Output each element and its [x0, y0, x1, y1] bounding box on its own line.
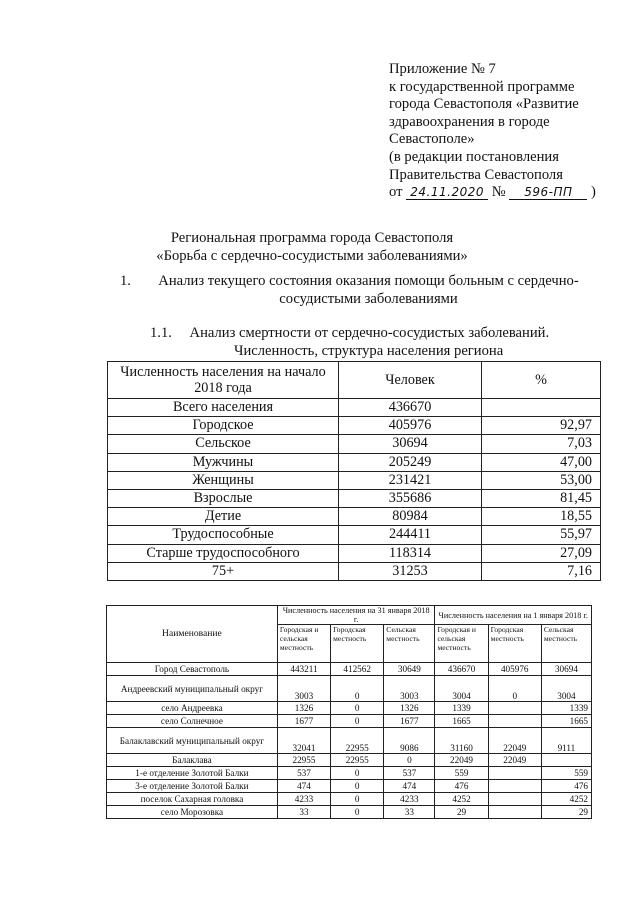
cell: 22955	[277, 754, 330, 767]
subheader-rural: Сельская местность	[384, 625, 435, 663]
row-count: 244411	[339, 526, 482, 544]
row-count: 118314	[339, 544, 482, 562]
table-row	[107, 702, 592, 715]
row-label: Всего населения	[108, 399, 339, 417]
settlement-name: поселок Сахарная головка	[107, 793, 278, 806]
row-count: 355686	[339, 489, 482, 507]
table-row	[107, 728, 592, 754]
section-1-1-line1: Анализ смертности от сердечно-сосудистых заболеваний.	[189, 325, 550, 341]
cell: 3004	[435, 676, 488, 702]
header-percent: %	[482, 362, 601, 399]
cell: 33	[384, 806, 435, 819]
cell: 31160	[435, 728, 488, 754]
cell: 476	[435, 780, 488, 793]
row-count: 231421	[339, 471, 482, 489]
table-row	[108, 489, 601, 507]
close-paren: )	[591, 184, 596, 201]
cell: 537	[277, 767, 330, 780]
table-row	[108, 526, 601, 544]
cell: 0	[331, 715, 384, 728]
row-count: 31253	[339, 562, 482, 580]
cell: 537	[384, 767, 435, 780]
table-row	[108, 453, 601, 471]
cell: 1665	[541, 715, 591, 728]
cell: 1339	[541, 702, 591, 715]
cell: 0	[384, 754, 435, 767]
handwritten-date: 24.11.2020	[406, 185, 488, 200]
cell	[541, 754, 591, 767]
row-label: Старше трудоспособного	[108, 544, 339, 562]
cell	[488, 793, 541, 806]
cell: 4252	[435, 793, 488, 806]
header-name: Наименование	[107, 606, 278, 663]
appendix-line: Правительства Севастополя	[389, 166, 563, 183]
appendix-line: здравоохранения в городе	[389, 113, 550, 130]
program-title-line1: Региональная программа города Севастополя	[170, 230, 454, 246]
settlement-name: Балаклава	[107, 754, 278, 767]
appendix-block	[389, 61, 614, 202]
appendix-line: (в редакции постановления	[389, 148, 559, 165]
subheader-urban: Городская местность	[331, 625, 384, 663]
cell: 0	[331, 702, 384, 715]
cell: 9111	[541, 728, 591, 754]
cell	[488, 806, 541, 819]
cell: 29	[541, 806, 591, 819]
cell: 29	[435, 806, 488, 819]
table-row	[107, 676, 592, 702]
row-label: 75+	[108, 562, 339, 580]
cell	[488, 715, 541, 728]
header-people: Человек	[339, 362, 482, 399]
table-row	[107, 793, 592, 806]
cell: 0	[331, 767, 384, 780]
cell: 1677	[277, 715, 330, 728]
cell: 0	[331, 780, 384, 793]
header-group-1-jan: Численность населения на 1 января 2018 г.	[435, 606, 592, 625]
table-row	[108, 562, 601, 580]
header-population: Численность населения на начало 2018 года	[108, 362, 339, 399]
settlement-name: село Солнечное	[107, 715, 278, 728]
table-row	[108, 417, 601, 435]
header-group-31-jan: Численность населения на 31 января 2018 г.	[277, 606, 435, 625]
cell: 3004	[541, 676, 591, 702]
row-percent: 7,16	[482, 562, 601, 580]
settlement-name: Город Севастополь	[107, 663, 278, 676]
row-label: Сельское	[108, 435, 339, 453]
cell: 30694	[541, 663, 591, 676]
table-row	[107, 754, 592, 767]
section-1-1-number: 1.1.	[150, 325, 172, 341]
cell: 4233	[384, 793, 435, 806]
population-structure-table	[107, 361, 601, 581]
table-row	[108, 508, 601, 526]
program-title-line2: «Борьба с сердечно-сосудистыми заболеваниями»	[156, 248, 468, 264]
cell: 1677	[384, 715, 435, 728]
cell: 4252	[541, 793, 591, 806]
row-percent: 18,55	[482, 508, 601, 526]
cell: 4233	[277, 793, 330, 806]
cell: 3003	[384, 676, 435, 702]
row-label: Мужчины	[108, 453, 339, 471]
row-percent: 55,97	[482, 526, 601, 544]
table-header-row	[108, 362, 601, 399]
cell	[488, 780, 541, 793]
table-row	[107, 767, 592, 780]
row-count: 205249	[339, 453, 482, 471]
cell: 1665	[435, 715, 488, 728]
appendix-date-line	[389, 184, 614, 202]
section-1-line1: Анализ текущего состояния оказания помощи больным с сердечно-	[158, 273, 579, 289]
settlement-name: Андреевский муниципальный округ	[107, 676, 278, 702]
row-label: Взрослые	[108, 489, 339, 507]
cell	[488, 767, 541, 780]
cell: 1326	[384, 702, 435, 715]
table-row	[107, 715, 592, 728]
settlement-name: село Андреевка	[107, 702, 278, 715]
cell: 22955	[331, 728, 384, 754]
cell: 0	[488, 676, 541, 702]
table-header-row	[107, 606, 592, 625]
cell: 32041	[277, 728, 330, 754]
cell: 476	[541, 780, 591, 793]
table-row	[108, 544, 601, 562]
cell: 1339	[435, 702, 488, 715]
row-percent: 53,00	[482, 471, 601, 489]
row-percent	[482, 399, 601, 417]
settlement-name: село Морозовка	[107, 806, 278, 819]
settlement-population-table	[106, 605, 592, 819]
appendix-line: к государственной программе	[389, 78, 575, 95]
cell: 0	[331, 676, 384, 702]
number-sign: №	[491, 184, 506, 201]
table-row	[107, 780, 592, 793]
cell: 436670	[435, 663, 488, 676]
from-label: от	[389, 184, 403, 201]
cell: 474	[384, 780, 435, 793]
settlement-name: Балаклавский муниципальный округ	[107, 728, 278, 754]
subheader-urban-rural: Городская и сельская местность	[277, 625, 330, 663]
row-count: 436670	[339, 399, 482, 417]
subheader-urban-rural: Городская и сельская местность	[435, 625, 488, 663]
section-1-number: 1.	[120, 273, 131, 289]
subheader-urban: Городская местность	[488, 625, 541, 663]
table-row	[108, 471, 601, 489]
section-1-heading	[120, 272, 590, 308]
cell: 443211	[277, 663, 330, 676]
row-percent: 7,03	[482, 435, 601, 453]
row-count: 405976	[339, 417, 482, 435]
appendix-line: города Севастополя «Развитие	[389, 96, 579, 113]
cell: 3003	[277, 676, 330, 702]
row-label: Трудоспособные	[108, 526, 339, 544]
row-label: Женщины	[108, 471, 339, 489]
table-row	[108, 435, 601, 453]
row-percent: 81,45	[482, 489, 601, 507]
appendix-line: Севастополе»	[389, 131, 475, 148]
cell: 0	[331, 793, 384, 806]
row-count: 30694	[339, 435, 482, 453]
cell: 22049	[488, 754, 541, 767]
settlement-name: 1-е отделение Золотой Балки	[107, 767, 278, 780]
subheader-rural: Сельская местность	[541, 625, 591, 663]
settlement-name: 3-е отделение Золотой Балки	[107, 780, 278, 793]
row-label: Городское	[108, 417, 339, 435]
row-label: Детие	[108, 508, 339, 526]
appendix-line: Приложение № 7	[389, 61, 496, 77]
table-row	[107, 806, 592, 819]
cell: 22049	[488, 728, 541, 754]
cell: 30649	[384, 663, 435, 676]
cell	[488, 702, 541, 715]
row-percent: 47,00	[482, 453, 601, 471]
cell: 22955	[331, 754, 384, 767]
cell: 9086	[384, 728, 435, 754]
section-1-1-first-line	[150, 324, 620, 342]
section-1-1-line2: Численность, структура населения региона	[234, 343, 504, 359]
cell: 1326	[277, 702, 330, 715]
cell: 412562	[331, 663, 384, 676]
row-count: 80984	[339, 508, 482, 526]
cell: 474	[277, 780, 330, 793]
cell: 22049	[435, 754, 488, 767]
table-row	[108, 399, 601, 417]
section-1-1-heading	[150, 324, 620, 360]
handwritten-number: 596-ПП	[509, 185, 587, 200]
row-percent: 92,97	[482, 417, 601, 435]
cell: 0	[331, 806, 384, 819]
section-1-line2: сосудистыми заболеваниями	[279, 291, 458, 307]
table-row	[107, 663, 592, 676]
cell: 33	[277, 806, 330, 819]
cell: 559	[541, 767, 591, 780]
cell: 405976	[488, 663, 541, 676]
row-percent: 27,09	[482, 544, 601, 562]
cell: 559	[435, 767, 488, 780]
